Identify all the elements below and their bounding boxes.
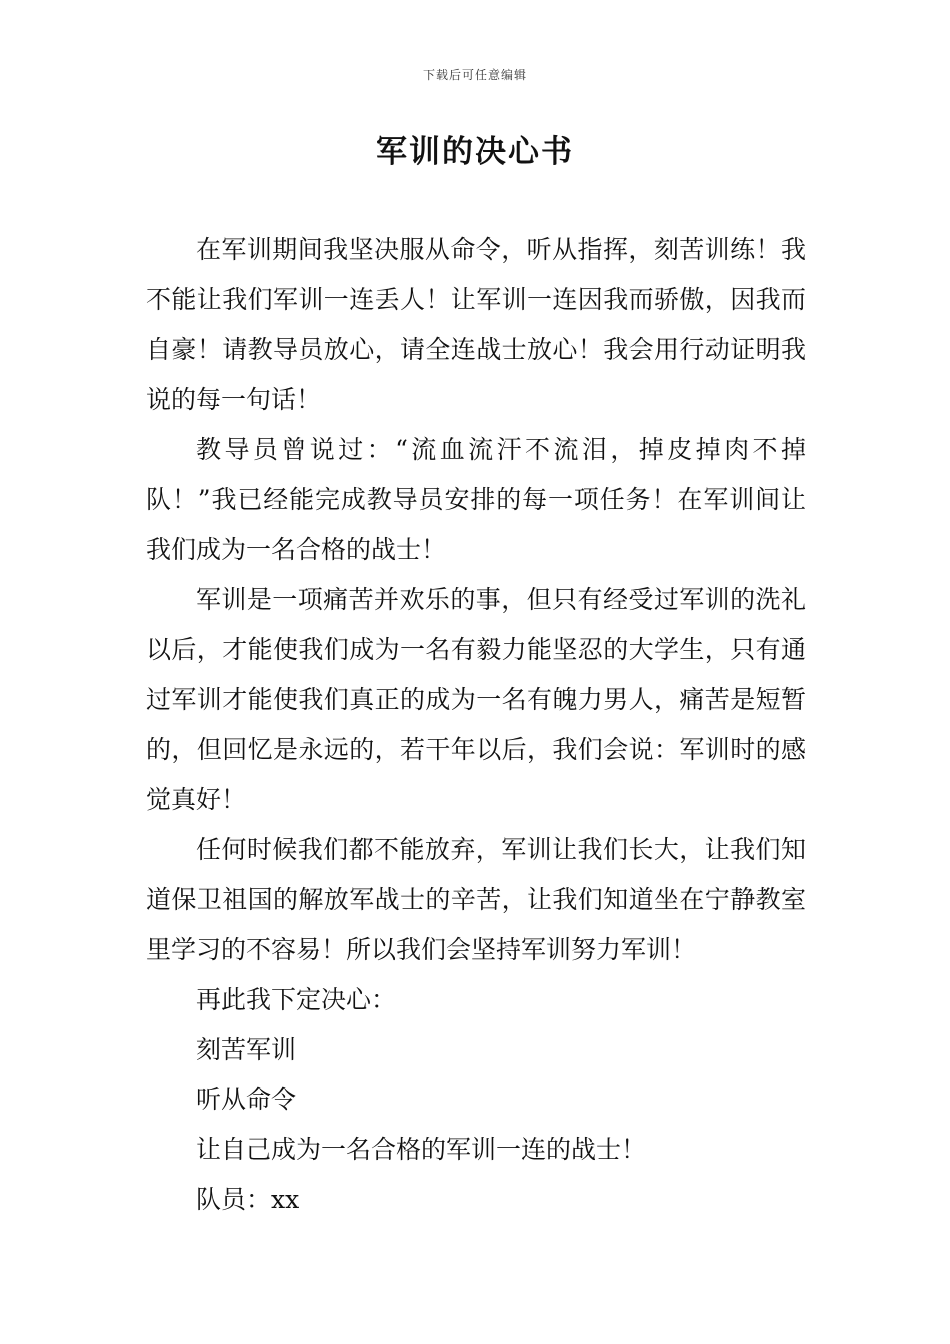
signature: 队员：xx bbox=[196, 1185, 300, 1214]
paragraph-3: 军训是一项痛苦并欢乐的事，但只有经受过军训的洗礼以后，才能使我们成为一名有毅力能坚忍的大学生，只有通过军训才能使我们真正的成为一名有魄力男人，痛苦是短暂的，但回忆是永远的，若干年以后，我们会说：军训时的感觉真好！ bbox=[146, 585, 806, 814]
paragraph-4: 任何时候我们都不能放弃，军训让我们长大，让我们知道保卫祖国的解放军战士的辛苦，让我们知道坐在宁静教室里学习的不容易！所以我们会坚持军训努力军训！ bbox=[146, 835, 806, 964]
resolution-item-2: 听从命令 bbox=[196, 1085, 297, 1114]
resolution-item-1: 刻苦军训 bbox=[196, 1035, 297, 1064]
paragraph-2: 教导员曾说过：“流血流汗不流泪，掉皮掉肉不掉队！”我已经能完成教导员安排的每一项任务！在军训间让我们成为一名合格的战士！ bbox=[146, 435, 806, 564]
resolution-item-3: 让自己成为一名合格的军训一连的战士！ bbox=[196, 1135, 647, 1164]
header-note: 下载后可任意编辑 bbox=[422, 68, 527, 82]
paragraph-1: 在军训期间我坚决服从命令，听从指挥，刻苦训练！我不能让我们军训一连丢人！让军训一连因我而骄傲，因我而自豪！请教导员放心，请全连战士放心！我会用行动证明我说的每一句话！ bbox=[146, 235, 806, 414]
document-body bbox=[146, 225, 806, 1225]
resolution-intro: 再此我下定决心： bbox=[196, 985, 397, 1014]
document-title: 军训的决心书 bbox=[376, 134, 574, 170]
